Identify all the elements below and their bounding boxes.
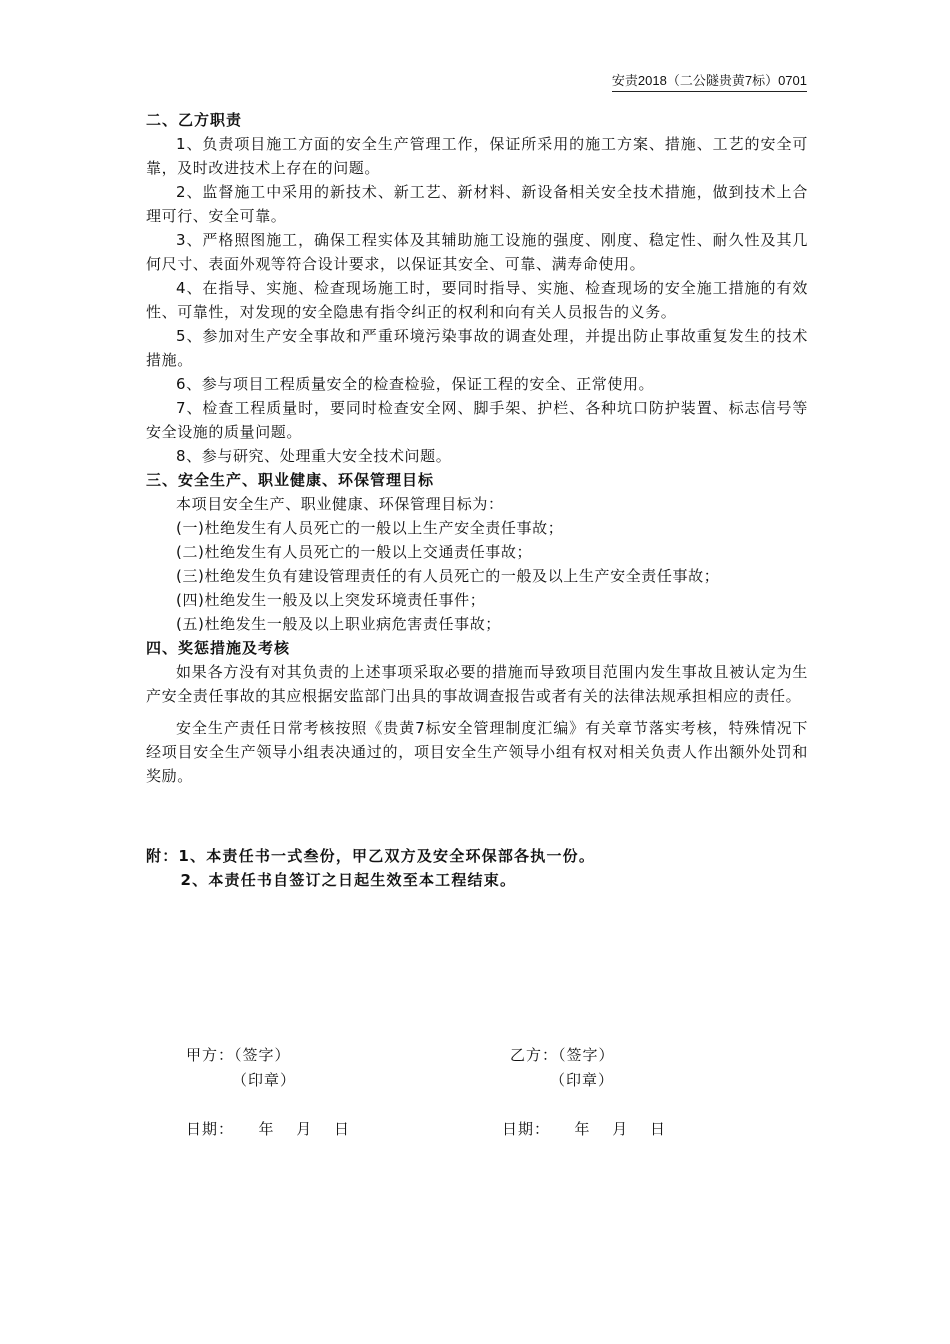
- section-4-paragraph-2: 安全生产责任日常考核按照《贵黄7标安全管理制度汇编》有关章节落实考核，特殊情况下经项目安全生产领导小组表决通过的，项目安全生产领导小组有权对相关负责人作出额外处罚和奖励。: [146, 719, 808, 785]
- section-2-item-8: 8、参与研究、处理重大安全技术问题。: [176, 447, 452, 465]
- section-3-goal-3: (三)杜绝发生负有建设管理责任的有人员死亡的一般及以上生产安全责任事故；: [176, 567, 720, 585]
- party-b-seal-label: （印章）: [550, 1071, 615, 1089]
- document-body: [146, 108, 808, 892]
- section-2-item-7: 7、检查工程质量时，要同时检查安全网、脚手架、护栏、各种坑口防护装置、标志信号等安全设施的质量问题。: [146, 399, 808, 441]
- party-b-signature-label: 乙方：（签字）: [510, 1046, 615, 1064]
- party-a-seal-label: （印章）: [232, 1071, 297, 1089]
- section-2-item-5: 5、参加对生产安全事故和严重环境污染事故的调查处理，并提出防止事故重复发生的技术措施。: [146, 327, 808, 369]
- party-a-date-line: 日期： 年 月 日: [186, 1120, 351, 1138]
- party-b-date-line: 日期： 年 月 日: [502, 1120, 667, 1138]
- section-3-goal-1: (一)杜绝发生有人员死亡的一般以上生产安全责任事故；: [176, 519, 564, 537]
- section-3-title: 三、安全生产、职业健康、环保管理目标: [146, 471, 435, 489]
- section-3-goal-4: (四)杜绝发生一般及以上突发环境责任事件；: [176, 591, 486, 609]
- appendix-note-1: 附：1、本责任书一式叁份，甲乙双方及安全环保部各执一份。: [146, 847, 596, 865]
- section-3-goal-2: (二)杜绝发生有人员死亡的一般以上交通责任事故；: [176, 543, 533, 561]
- document-reference-number: 安责2018（二公隧贵黄7标）0701: [612, 70, 807, 92]
- section-2-item-6: 6、参与项目工程质量安全的检查检验，保证工程的安全、正常使用。: [176, 375, 655, 393]
- section-2-item-3: 3、严格照图施工，确保工程实体及其辅助施工设施的强度、刚度、稳定性、耐久性及其几何尺寸、表面外观等符合设计要求，以保证其安全、可靠、满寿命使用。: [146, 231, 808, 273]
- section-3-intro: 本项目安全生产、职业健康、环保管理目标为：: [176, 495, 504, 513]
- section-4-title: 四、奖惩措施及考核: [146, 639, 291, 657]
- section-3-goal-5: (五)杜绝发生一般及以上职业病危害责任事故；: [176, 615, 501, 633]
- section-4-paragraph-1: 如果各方没有对其负责的上述事项采取必要的措施而导致项目范围内发生事故且被认定为生产安全责任事故的其应根据安监部门出具的事故调查报告或者有关的法律法规承担相应的责任。: [146, 663, 808, 705]
- section-2-item-4: 4、在指导、实施、检查现场施工时，要同时指导、实施、检查现场的安全施工措施的有效性、可靠性，对发现的安全隐患有指令纠正的权利和向有关人员报告的义务。: [146, 279, 808, 321]
- party-a-signature-label: 甲方：（签字）: [186, 1046, 291, 1064]
- section-2-item-1: 1、负责项目施工方面的安全生产管理工作，保证所采用的施工方案、措施、工艺的安全可靠，及时改进技术上存在的问题。: [146, 135, 808, 177]
- section-2-title: 二、乙方职责: [146, 111, 243, 129]
- appendix-note-2: 2、本责任书自签订之日起生效至本工程结束。: [180, 871, 517, 889]
- section-2-item-2: 2、监督施工中采用的新技术、新工艺、新材料、新设备相关安全技术措施，做到技术上合理可行、安全可靠。: [146, 183, 808, 225]
